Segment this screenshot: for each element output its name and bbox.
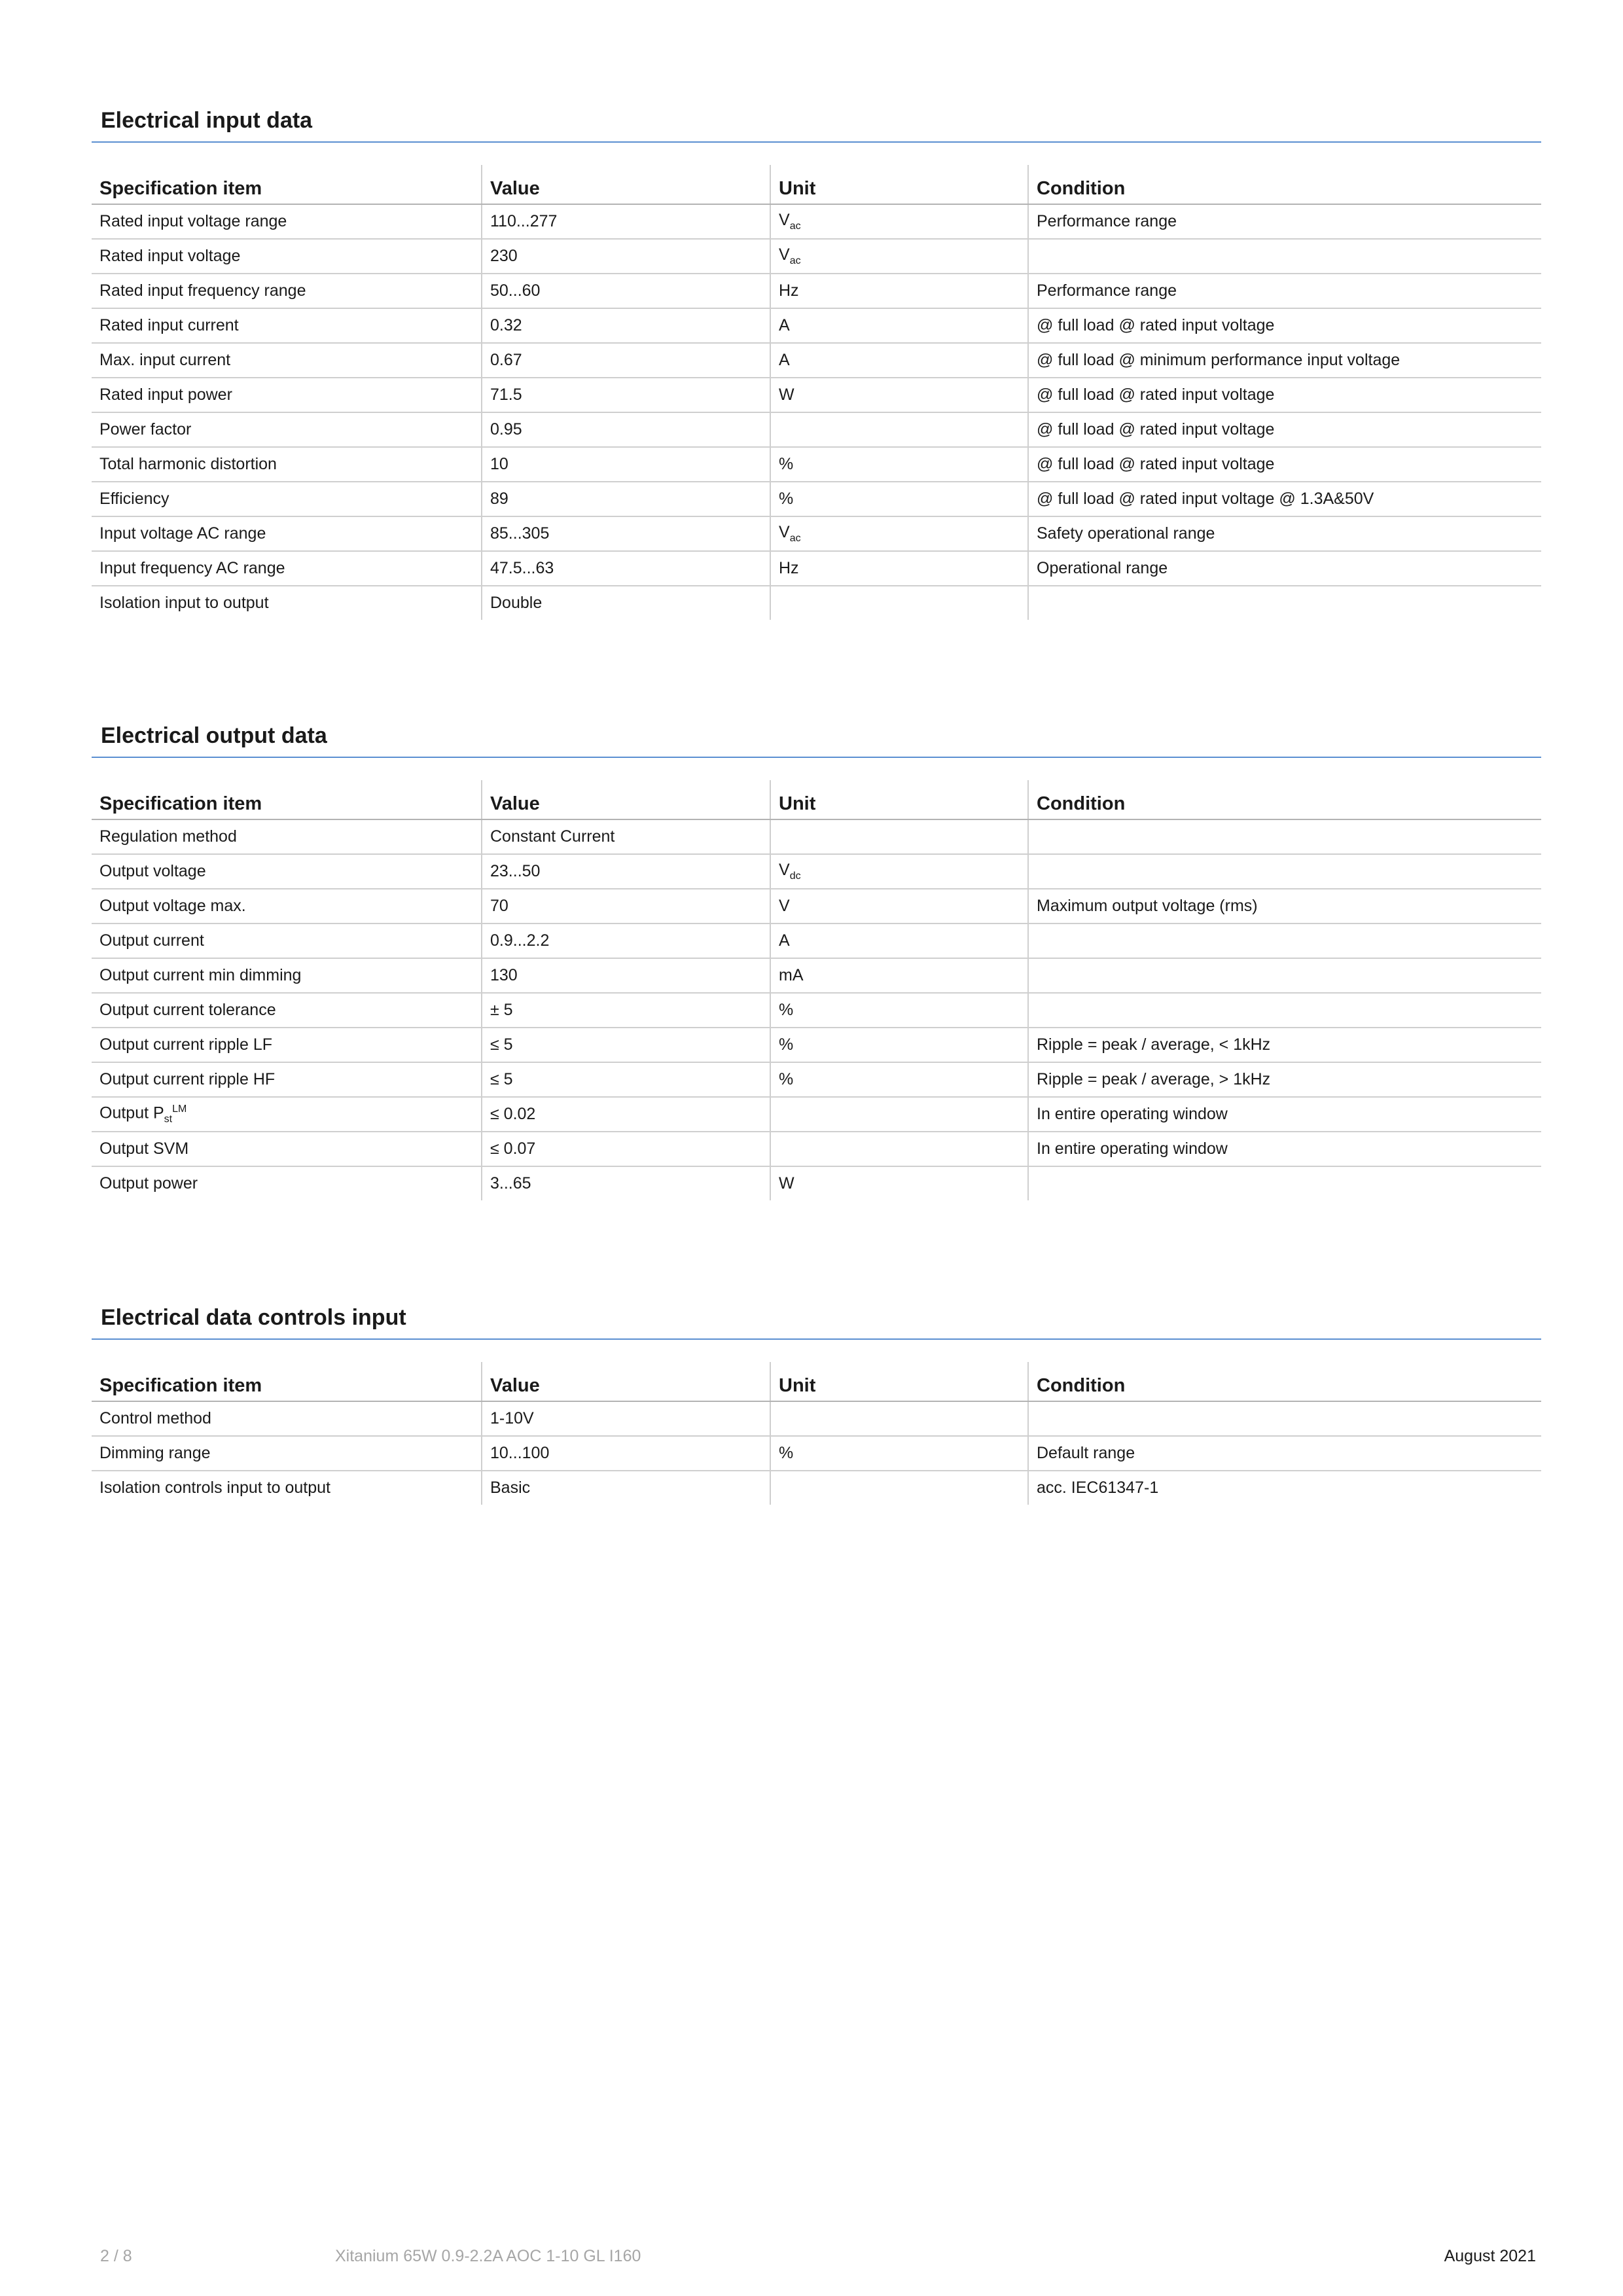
spec-unit-cell xyxy=(770,308,1028,343)
spec-item-text: Rated input current xyxy=(99,316,239,334)
spec-item-cell xyxy=(92,1062,482,1097)
spec-item-cell xyxy=(92,1401,482,1436)
table-header-row xyxy=(92,780,1541,819)
column-header: Unit xyxy=(770,1362,1028,1401)
column-header: Condition xyxy=(1028,165,1541,204)
spec-value-cell: 110...277 xyxy=(482,204,770,239)
table-row xyxy=(92,1401,1541,1436)
spec-value-cell: 3...65 xyxy=(482,1166,770,1200)
spec-value-cell: ≤ 5 xyxy=(482,1028,770,1062)
spec-unit-cell xyxy=(770,924,1028,958)
spec-item-cell xyxy=(92,993,482,1028)
spec-value-cell: ± 5 xyxy=(482,993,770,1028)
spec-value-cell: 1-10V xyxy=(482,1401,770,1436)
product-name: Xitanium 65W 0.9-2.2A AOC 1-10 GL I160 xyxy=(335,2247,641,2265)
spec-unit-cell xyxy=(770,516,1028,551)
spec-condition-cell: Safety operational range xyxy=(1028,516,1541,551)
unit-base: V xyxy=(779,523,790,541)
spec-condition-cell: Default range xyxy=(1028,1436,1541,1471)
table-row xyxy=(92,551,1541,586)
spec-item-text: Rated input voltage range xyxy=(99,212,287,230)
table-row xyxy=(92,1471,1541,1505)
unit-base: A xyxy=(779,316,790,334)
spec-value-cell: 0.9...2.2 xyxy=(482,924,770,958)
page-footer xyxy=(0,2243,1623,2269)
table-row xyxy=(92,958,1541,993)
spec-value-cell: 71.5 xyxy=(482,378,770,412)
spec-condition-cell xyxy=(1028,958,1541,993)
spec-item-text: Efficiency xyxy=(99,490,169,508)
section-title: Electrical data controls input xyxy=(92,1297,1541,1340)
spec-item-text: Output current tolerance xyxy=(99,1001,276,1019)
unit-base: % xyxy=(779,490,794,508)
spec-condition-cell xyxy=(1028,1166,1541,1200)
spec-item-cell xyxy=(92,819,482,854)
table-row xyxy=(92,274,1541,308)
table-row xyxy=(92,1062,1541,1097)
spec-unit-cell xyxy=(770,1436,1028,1471)
spec-condition-cell xyxy=(1028,854,1541,889)
publication-date: August 2021 xyxy=(1444,2247,1536,2265)
spec-item-text: Output voltage max. xyxy=(99,897,246,915)
spec-item-cell xyxy=(92,239,482,274)
spec-item-cell xyxy=(92,274,482,308)
spec-item-text: Rated input voltage xyxy=(99,247,241,265)
table-row xyxy=(92,239,1541,274)
spec-item-cell xyxy=(92,1132,482,1166)
spec-item-text: Output P xyxy=(99,1103,164,1122)
unit-base: Hz xyxy=(779,559,799,577)
unit-base: Hz xyxy=(779,281,799,300)
spec-condition-cell xyxy=(1028,239,1541,274)
table-row xyxy=(92,854,1541,889)
spec-item-text: Isolation controls input to output xyxy=(99,1479,331,1497)
column-header: Value xyxy=(482,165,770,204)
spec-item-cell xyxy=(92,1097,482,1132)
spec-item-cell xyxy=(92,924,482,958)
unit-base: V xyxy=(779,861,790,879)
table-row xyxy=(92,308,1541,343)
unit-base: W xyxy=(779,386,794,404)
spec-value-cell: 0.32 xyxy=(482,308,770,343)
spec-item-text: Total harmonic distortion xyxy=(99,455,277,473)
spec-condition-cell xyxy=(1028,924,1541,958)
spec-item-cell xyxy=(92,412,482,447)
unit-base: % xyxy=(779,455,794,473)
spec-condition-cell xyxy=(1028,993,1541,1028)
spec-condition-cell xyxy=(1028,1401,1541,1436)
unit-subscript: ac xyxy=(789,255,801,266)
section-electrical-output xyxy=(92,715,1541,1200)
spec-item-cell xyxy=(92,1166,482,1200)
spec-condition-cell: @ full load @ rated input voltage @ 1.3A&50V xyxy=(1028,482,1541,516)
spec-condition-cell: @ full load @ rated input voltage xyxy=(1028,447,1541,482)
table-row xyxy=(92,1132,1541,1166)
spec-item-text: Rated input frequency range xyxy=(99,281,306,300)
spec-unit-cell xyxy=(770,889,1028,924)
spec-unit-cell xyxy=(770,412,1028,447)
spec-item-cell xyxy=(92,343,482,378)
table-row xyxy=(92,1166,1541,1200)
spec-unit-cell xyxy=(770,204,1028,239)
table-row xyxy=(92,924,1541,958)
unit-subscript: ac xyxy=(789,533,801,544)
section-controls-input xyxy=(92,1297,1541,1505)
spec-item-cell xyxy=(92,204,482,239)
spec-item-text: Input frequency AC range xyxy=(99,559,285,577)
spec-unit-cell xyxy=(770,1166,1028,1200)
table-header-row xyxy=(92,165,1541,204)
unit-base: % xyxy=(779,1444,794,1462)
spec-item-text: Output current ripple LF xyxy=(99,1035,273,1054)
table-row xyxy=(92,482,1541,516)
spec-unit-cell xyxy=(770,1097,1028,1132)
column-header: Value xyxy=(482,780,770,819)
spec-item-cell xyxy=(92,854,482,889)
spec-item-cell xyxy=(92,308,482,343)
spec-unit-cell xyxy=(770,1062,1028,1097)
spec-value-cell: 230 xyxy=(482,239,770,274)
spec-item-cell xyxy=(92,1471,482,1505)
table-row xyxy=(92,1436,1541,1471)
spec-unit-cell xyxy=(770,551,1028,586)
table-row xyxy=(92,343,1541,378)
spec-unit-cell xyxy=(770,1132,1028,1166)
spec-condition-cell: In entire operating window xyxy=(1028,1097,1541,1132)
spec-unit-cell xyxy=(770,378,1028,412)
section-electrical-input xyxy=(92,99,1541,620)
spec-condition-cell xyxy=(1028,819,1541,854)
table-row xyxy=(92,1028,1541,1062)
spec-unit-cell xyxy=(770,854,1028,889)
spec-condition-cell: In entire operating window xyxy=(1028,1132,1541,1166)
spec-item-cell xyxy=(92,447,482,482)
column-header: Unit xyxy=(770,780,1028,819)
spec-value-cell: Basic xyxy=(482,1471,770,1505)
spec-item-cell xyxy=(92,889,482,924)
spec-item-cell xyxy=(92,1436,482,1471)
spec-value-cell: 47.5...63 xyxy=(482,551,770,586)
spec-item-text: Output voltage xyxy=(99,862,206,880)
spec-item-cell xyxy=(92,516,482,551)
spec-unit-cell xyxy=(770,447,1028,482)
page-number: 2 / 8 xyxy=(100,2247,132,2265)
unit-base: V xyxy=(779,897,790,915)
spec-value-cell: ≤ 0.07 xyxy=(482,1132,770,1166)
spec-unit-cell xyxy=(770,343,1028,378)
spec-value-cell: 85...305 xyxy=(482,516,770,551)
spec-item-text: Output current min dimming xyxy=(99,966,302,984)
spec-condition-cell: acc. IEC61347-1 xyxy=(1028,1471,1541,1505)
spec-unit-cell xyxy=(770,586,1028,620)
column-header: Specification item xyxy=(92,165,482,204)
spec-condition-cell: @ full load @ rated input voltage xyxy=(1028,378,1541,412)
spec-unit-cell xyxy=(770,274,1028,308)
unit-base: A xyxy=(779,931,790,950)
spec-table xyxy=(92,1362,1541,1505)
spec-item-text: Rated input power xyxy=(99,386,232,404)
spec-unit-cell xyxy=(770,1028,1028,1062)
spec-table xyxy=(92,165,1541,620)
spec-item-cell xyxy=(92,958,482,993)
spec-condition-cell: Ripple = peak / average, > 1kHz xyxy=(1028,1062,1541,1097)
spec-unit-cell xyxy=(770,482,1028,516)
unit-base: W xyxy=(779,1174,794,1193)
spec-condition-cell: Performance range xyxy=(1028,204,1541,239)
spec-item-text: Control method xyxy=(99,1409,211,1427)
spec-item-cell xyxy=(92,482,482,516)
spec-value-cell: 23...50 xyxy=(482,854,770,889)
section-title: Electrical output data xyxy=(92,715,1541,758)
spec-value-cell: 0.95 xyxy=(482,412,770,447)
spec-item-cell xyxy=(92,378,482,412)
unit-subscript: ac xyxy=(789,221,801,232)
spec-condition-cell: @ full load @ minimum performance input voltage xyxy=(1028,343,1541,378)
spec-value-cell: 70 xyxy=(482,889,770,924)
unit-base: V xyxy=(779,211,790,229)
spec-unit-cell xyxy=(770,819,1028,854)
spec-condition-cell: Ripple = peak / average, < 1kHz xyxy=(1028,1028,1541,1062)
unit-base: % xyxy=(779,1070,794,1088)
spec-condition-cell xyxy=(1028,586,1541,620)
spec-condition-cell: @ full load @ rated input voltage xyxy=(1028,412,1541,447)
spec-unit-cell xyxy=(770,1471,1028,1505)
table-row xyxy=(92,819,1541,854)
column-header: Value xyxy=(482,1362,770,1401)
spec-item-text: Dimming range xyxy=(99,1444,211,1462)
unit-base: A xyxy=(779,351,790,369)
spec-value-cell: Constant Current xyxy=(482,819,770,854)
spec-condition-cell: Operational range xyxy=(1028,551,1541,586)
spec-unit-cell xyxy=(770,239,1028,274)
table-row xyxy=(92,447,1541,482)
spec-item-text: Power factor xyxy=(99,420,192,439)
unit-base: mA xyxy=(779,966,804,984)
unit-subscript: dc xyxy=(789,870,801,882)
table-row xyxy=(92,1097,1541,1132)
table-row xyxy=(92,586,1541,620)
spec-condition-cell: @ full load @ rated input voltage xyxy=(1028,308,1541,343)
spec-value-cell: 130 xyxy=(482,958,770,993)
spec-unit-cell xyxy=(770,993,1028,1028)
unit-base: % xyxy=(779,1035,794,1054)
column-header: Unit xyxy=(770,165,1028,204)
spec-value-cell: ≤ 0.02 xyxy=(482,1097,770,1132)
table-row xyxy=(92,993,1541,1028)
spec-item-cell xyxy=(92,586,482,620)
spec-value-cell: 10...100 xyxy=(482,1436,770,1471)
spec-condition-cell: Performance range xyxy=(1028,274,1541,308)
spec-item-text: Regulation method xyxy=(99,827,237,846)
spec-item-text: Output current ripple HF xyxy=(99,1070,276,1088)
spec-item-cell xyxy=(92,551,482,586)
spec-item-text: Output power xyxy=(99,1174,198,1193)
column-header: Specification item xyxy=(92,780,482,819)
spec-value-cell: Double xyxy=(482,586,770,620)
column-header: Condition xyxy=(1028,780,1541,819)
column-header: Condition xyxy=(1028,1362,1541,1401)
unit-base: V xyxy=(779,245,790,264)
section-title: Electrical input data xyxy=(92,99,1541,143)
spec-item-text: Output current xyxy=(99,931,204,950)
spec-value-cell: 0.67 xyxy=(482,343,770,378)
table-row xyxy=(92,516,1541,551)
table-header-row xyxy=(92,1362,1541,1401)
spec-value-cell: 10 xyxy=(482,447,770,482)
column-header: Specification item xyxy=(92,1362,482,1401)
spec-item-text: Input voltage AC range xyxy=(99,524,266,543)
spec-item-cell xyxy=(92,1028,482,1062)
spec-condition-cell: Maximum output voltage (rms) xyxy=(1028,889,1541,924)
spec-unit-cell xyxy=(770,1401,1028,1436)
spec-item-subscript: st xyxy=(164,1113,173,1125)
unit-base: % xyxy=(779,1001,794,1019)
spec-value-cell: ≤ 5 xyxy=(482,1062,770,1097)
spec-item-text: Isolation input to output xyxy=(99,594,269,612)
spec-table xyxy=(92,780,1541,1200)
table-row xyxy=(92,378,1541,412)
table-row xyxy=(92,204,1541,239)
spec-item-superscript: LM xyxy=(172,1103,187,1115)
spec-item-text: Max. input current xyxy=(99,351,231,369)
spec-value-cell: 50...60 xyxy=(482,274,770,308)
spec-unit-cell xyxy=(770,958,1028,993)
spec-value-cell: 89 xyxy=(482,482,770,516)
table-row xyxy=(92,412,1541,447)
table-row xyxy=(92,889,1541,924)
spec-item-text: Output SVM xyxy=(99,1139,189,1158)
